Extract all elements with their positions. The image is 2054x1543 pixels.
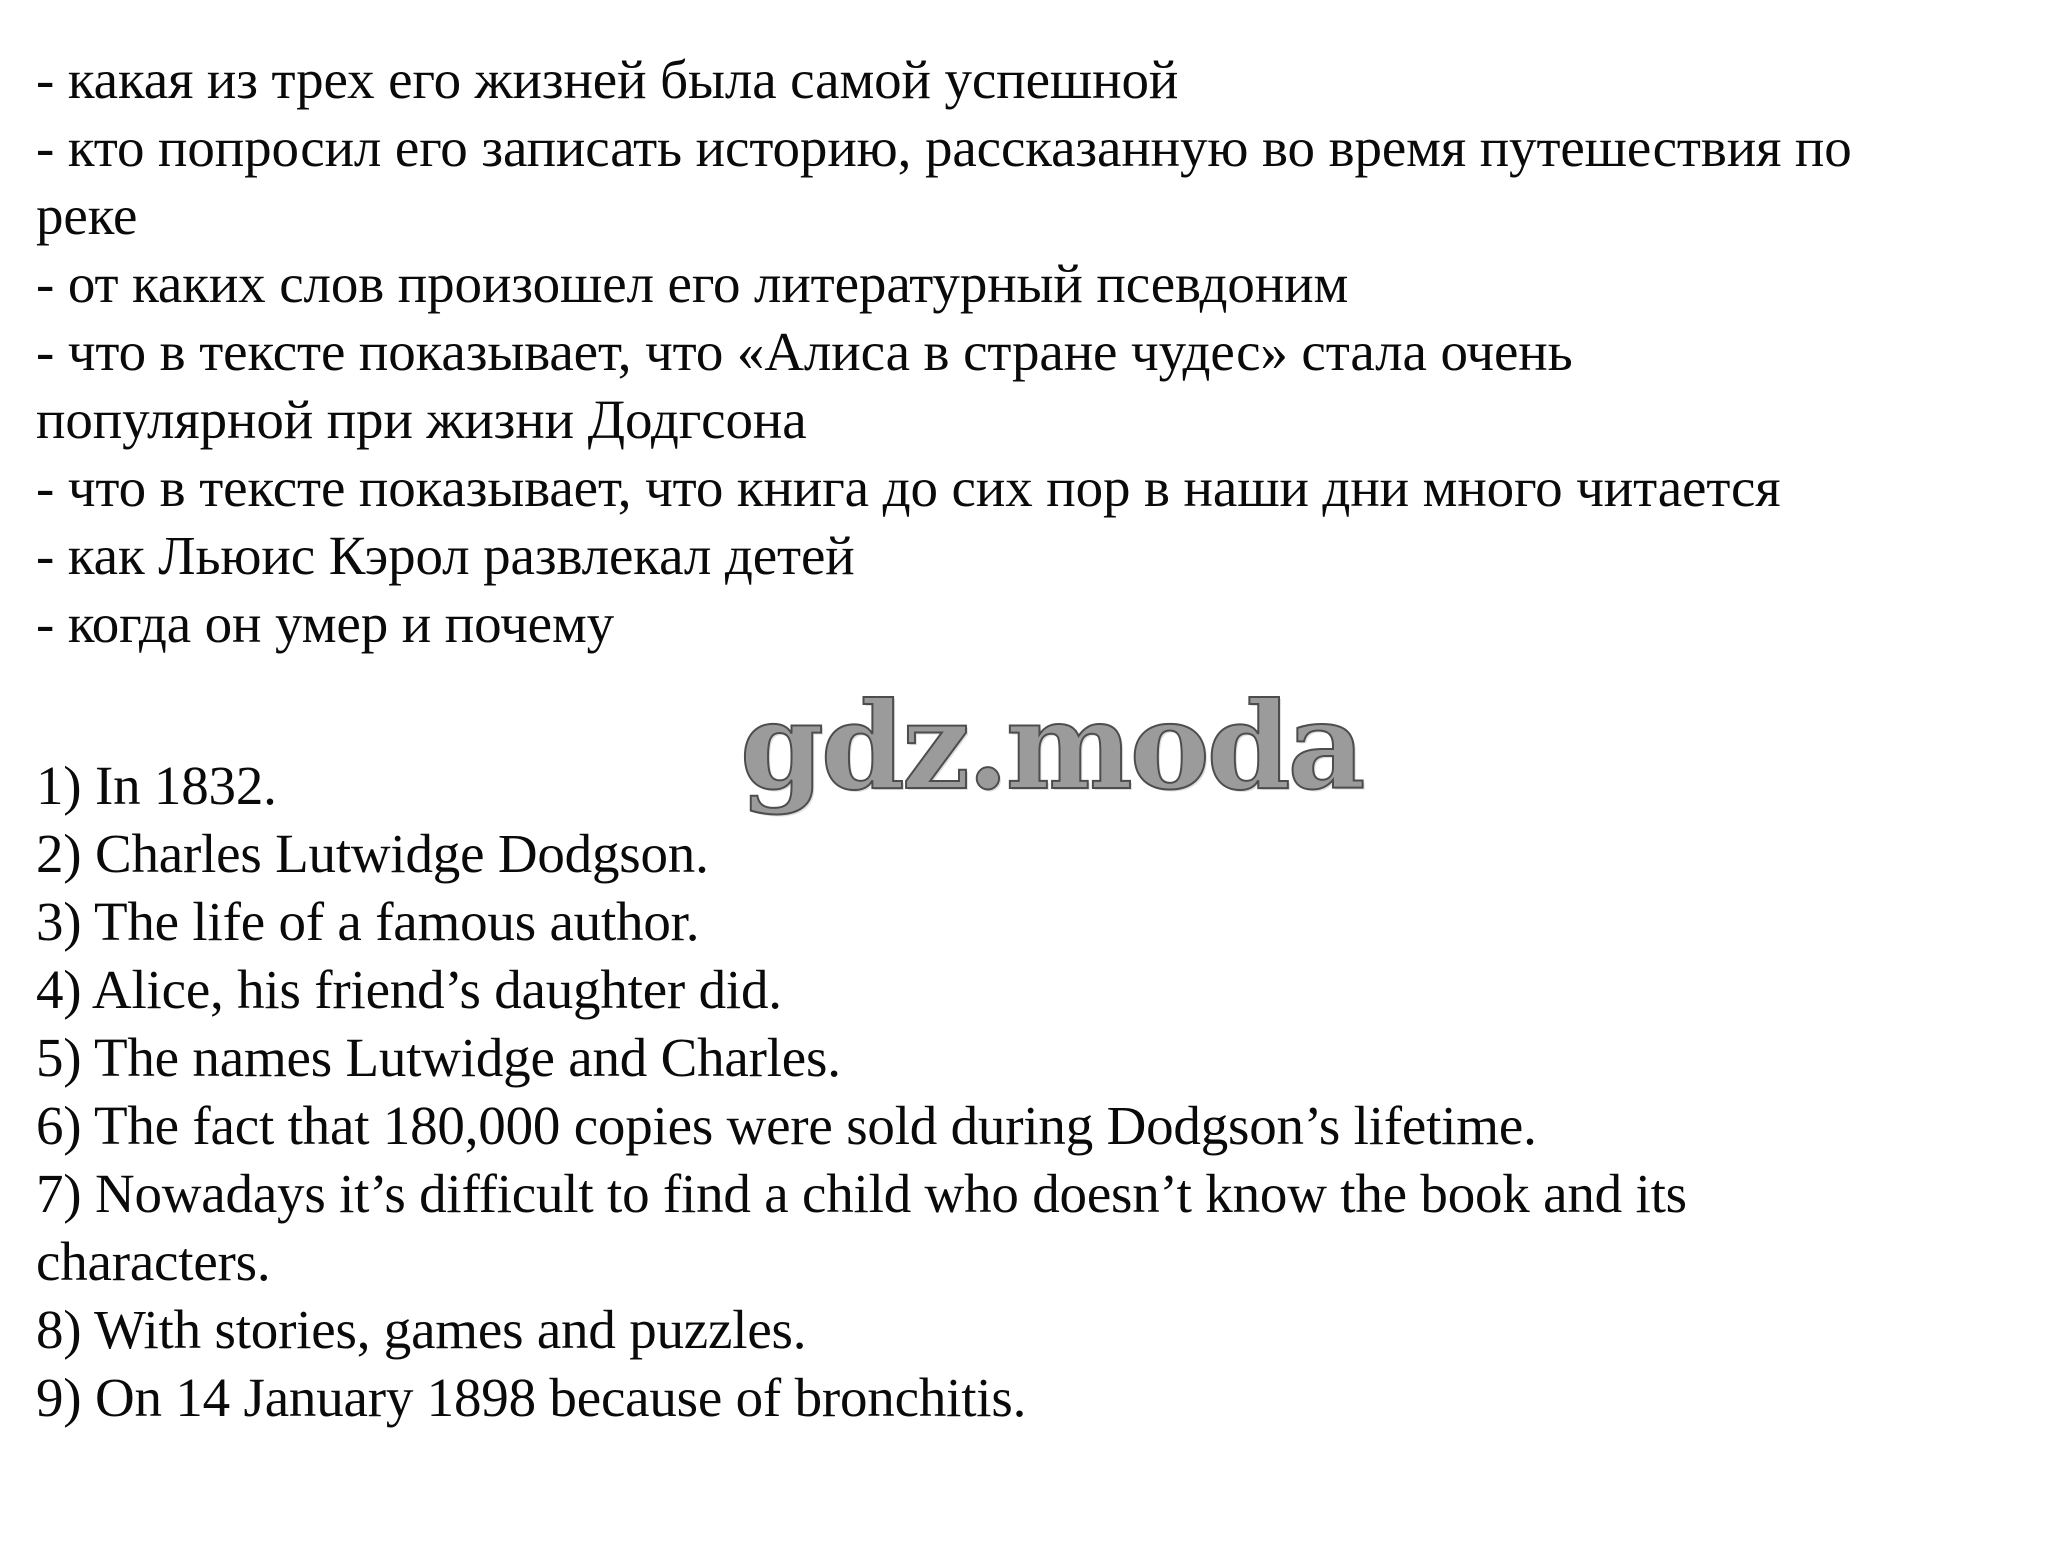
question-line: - от каких слов произошел его литературный псевдоним	[36, 253, 1349, 314]
question-line: популярной при жизни Додгсона	[36, 389, 807, 450]
question-line: - кто попросил его записать историю, рассказанную во время путешествия по	[36, 117, 1852, 178]
watermark-logo: gdz.moda	[740, 676, 1363, 817]
answer-line: 4) Alice, his friend’s daughter did.	[36, 959, 782, 1020]
answers-list	[36, 752, 2026, 1432]
question-line: - как Льюис Кэрол развлекал детей	[36, 525, 855, 586]
question-line: реке	[36, 185, 138, 246]
answer-line: 2) Charles Lutwidge Dodgson.	[36, 823, 709, 884]
answer-line: 6) The fact that 180,000 copies were sold during Dodgson’s lifetime.	[36, 1095, 1537, 1156]
questions-list	[36, 46, 2026, 658]
answer-line: 3) The life of a famous author.	[36, 891, 700, 952]
answer-line: 7) Nowadays it’s difficult to find a child who doesn’t know the book and its	[36, 1163, 1687, 1224]
question-line: - какая из трех его жизней была самой успешной	[36, 49, 1179, 110]
answer-line: 1) In 1832.	[36, 755, 277, 816]
answer-line: characters.	[36, 1231, 271, 1292]
question-line: - что в тексте показывает, что «Алиса в стране чудес» стала очень	[36, 321, 1573, 382]
answer-line: 8) With stories, games and puzzles.	[36, 1299, 807, 1360]
question-line: - когда он умер и почему	[36, 593, 615, 654]
question-line: - что в тексте показывает, что книга до сих пор в наши дни много читается	[36, 457, 1781, 518]
answer-line: 5) The names Lutwidge and Charles.	[36, 1027, 841, 1088]
answer-line: 9) On 14 January 1898 because of bronchitis.	[36, 1367, 1027, 1428]
